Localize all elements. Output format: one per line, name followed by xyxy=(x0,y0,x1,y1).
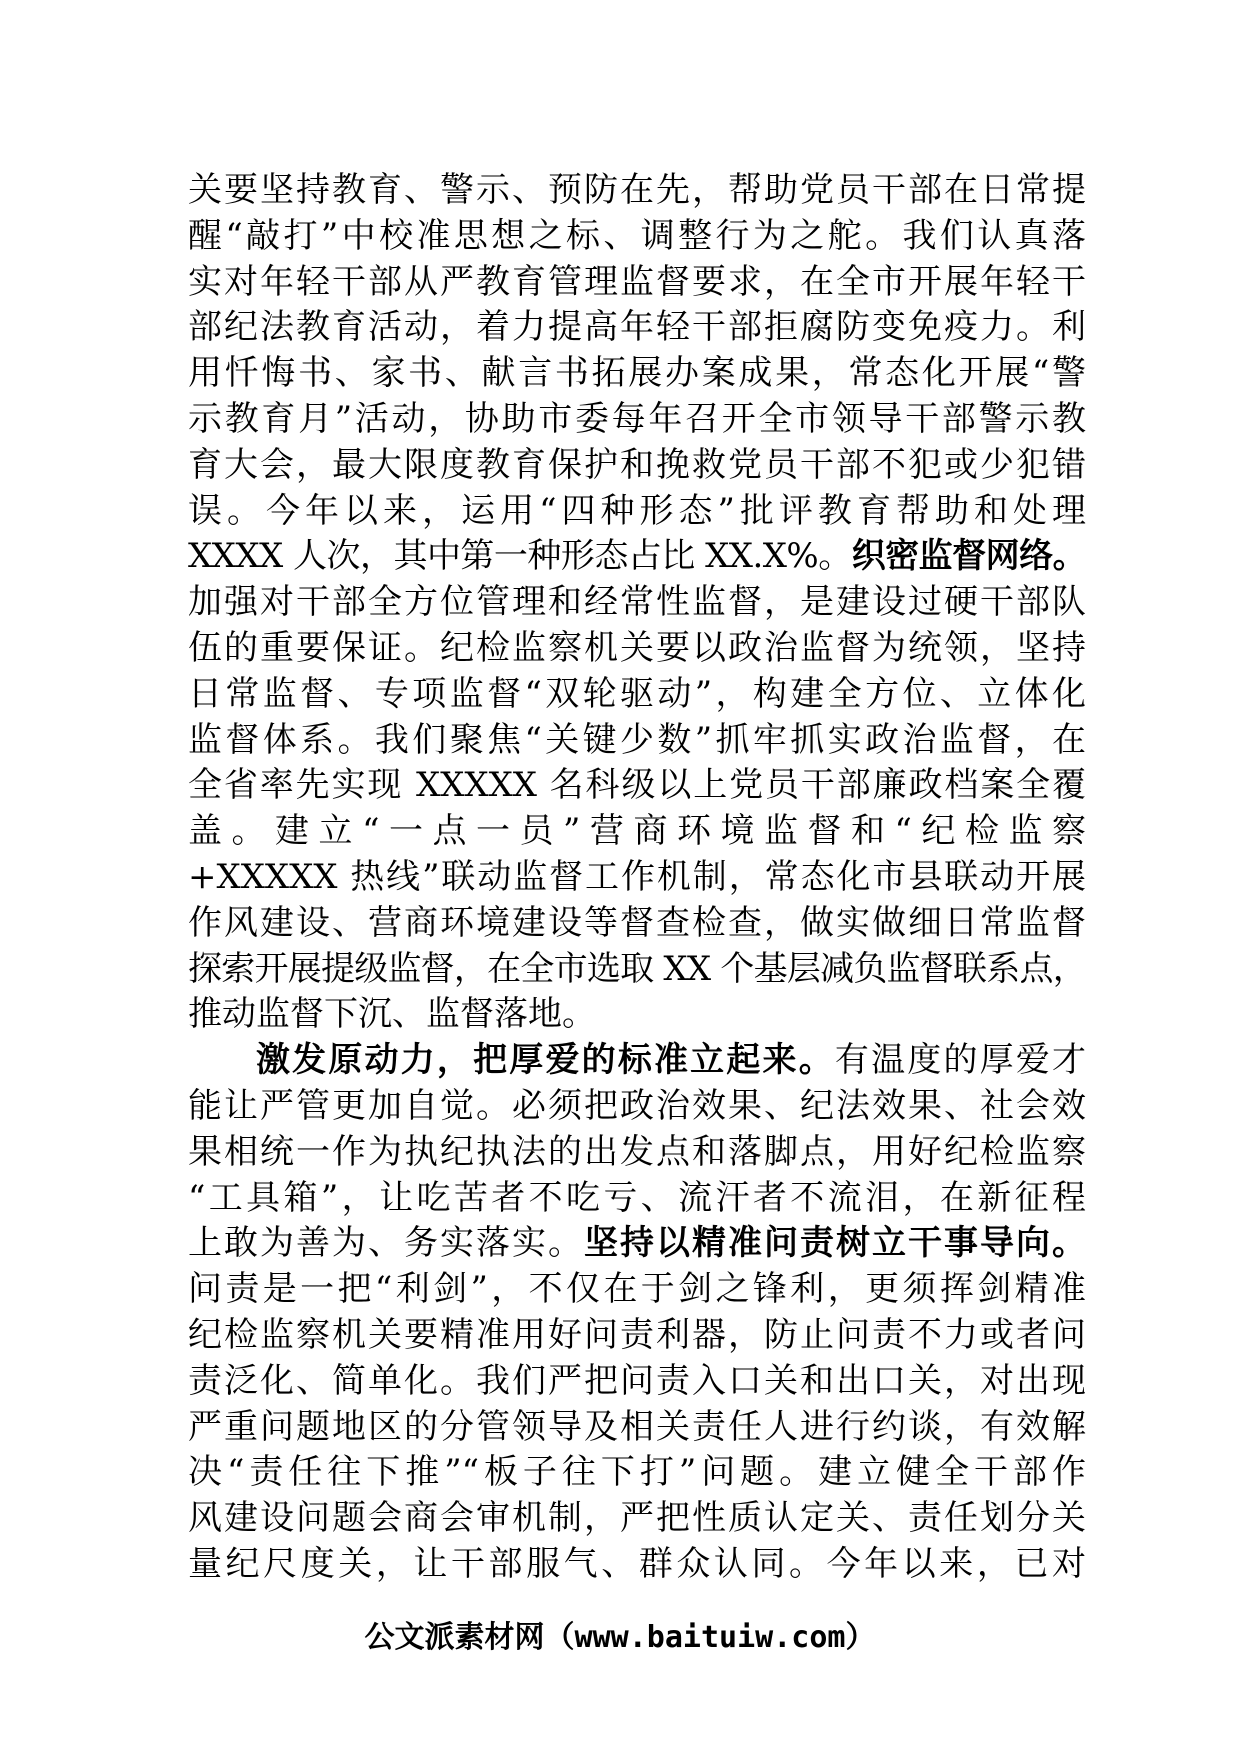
text-line xyxy=(188,489,1086,535)
text-line xyxy=(188,1130,1086,1176)
text-line xyxy=(188,1038,1086,1084)
text-line xyxy=(188,1084,1086,1130)
text-line xyxy=(188,305,1086,351)
text-run: 实对年轻干部从严教育管理监督要求，在全市开展年轻干 xyxy=(188,261,1086,302)
text-run: 全省率先实现 XXXXX 名科级以上党员干部廉政档案全覆 xyxy=(188,765,1086,806)
text-run: 探索开展提级监督，在全市选取 XX 个基层减负监督联系点， xyxy=(188,948,1086,989)
text-line xyxy=(188,718,1086,764)
text-run: 醒“敲打”中校准思想之标、调整行为之舵。我们认真落 xyxy=(188,215,1086,256)
text-run: XXXX 人次，其中第一种形态占比 XX.X%。 xyxy=(188,536,852,577)
text-run: 量纪尺度关，让干部服气、群众认同。今年以来，已对 xyxy=(188,1543,1086,1584)
text-run: “工具箱”，让吃苦者不吃亏、流汗者不流泪，在新征程 xyxy=(188,1177,1086,1218)
text-line xyxy=(188,397,1086,443)
text-line xyxy=(188,214,1086,260)
text-line xyxy=(188,1221,1086,1267)
text-run: 决“责任往下推”“板子往下打”问题。建立健全干部作 xyxy=(188,1452,1086,1493)
text-line xyxy=(188,626,1086,672)
bold-heading-run: 织密监督网络。 xyxy=(851,536,1087,577)
text-run: 日常监督、专项监督“双轮驱动”，构建全方位、立体化 xyxy=(188,673,1086,714)
text-line xyxy=(188,1542,1086,1588)
text-line xyxy=(188,763,1086,809)
text-run: 责泛化、简单化。我们严把问责入口关和出口关，对出现 xyxy=(188,1360,1086,1401)
text-run: 纪检监察机关要精准用好问责利器，防止问责不力或者问 xyxy=(188,1314,1086,1355)
text-run: 误。今年以来，运用“四种形态”批评教育帮助和处理 xyxy=(188,490,1086,531)
text-line xyxy=(188,1176,1086,1222)
text-run: 问责是一把“利剑”，不仅在于剑之锋利，更须挥剑精准 xyxy=(188,1269,1086,1310)
text-run: 严重问题地区的分管领导及相关责任人进行约谈，有效解 xyxy=(188,1406,1086,1447)
text-run: 部纪法教育活动，着力提高年轻干部拒腐防变免疫力。利 xyxy=(188,307,1086,348)
text-line xyxy=(188,580,1086,626)
text-line xyxy=(188,1496,1086,1542)
text-run: 能让严管更加自觉。必须把政治效果、纪法效果、社会效 xyxy=(188,1085,1086,1126)
text-run: 盖。建立“一点一员”营商环境监督和“纪检监察 xyxy=(188,811,1086,852)
text-line xyxy=(188,1313,1086,1359)
text-line xyxy=(188,351,1086,397)
text-run: 加强对干部全方位管理和经常性监督，是建设过硬干部队 xyxy=(188,582,1086,623)
text-run: 作风建设、营商环境建设等督查检查，做实做细日常监督 xyxy=(188,902,1086,943)
text-line xyxy=(188,1450,1086,1496)
text-line xyxy=(188,809,1086,855)
text-run: 上敢为善为、务实落实。 xyxy=(188,1223,584,1264)
text-run: 监督体系。我们聚焦“关键少数”抓牢抓实政治监督，在 xyxy=(188,719,1086,760)
text-run: 育大会，最大限度教育保护和挽救党员干部不犯或少犯错 xyxy=(188,444,1086,485)
text-run: 关要坚持教育、警示、预防在先，帮助党员干部在日常提 xyxy=(188,170,1086,210)
text-run: 示教育月”活动，协助市委每年召开全市领导干部警示教 xyxy=(188,398,1086,439)
text-line xyxy=(188,1267,1086,1313)
text-run: 果相统一作为执纪执法的出发点和落脚点，用好纪检监察 xyxy=(188,1131,1086,1172)
text-line xyxy=(188,534,1086,580)
text-line xyxy=(188,672,1086,718)
text-run: +XXXXX 热线”联动监督工作机制，常态化市县联动开展 xyxy=(188,856,1086,897)
text-line xyxy=(188,901,1086,947)
text-run: 风建设问题会商会审机制，严把性质认定关、责任划分关 xyxy=(188,1498,1086,1539)
text-line xyxy=(188,1405,1086,1451)
text-run: 有温度的厚爱才 xyxy=(834,1040,1087,1081)
text-line xyxy=(188,855,1086,901)
text-run: 推动监督下沉、监督落地。 xyxy=(188,994,596,1035)
bold-heading-run: 激发原动力，把厚爱的标准立起来。 xyxy=(256,1040,835,1081)
text-line xyxy=(188,168,1086,214)
footer-source-line: 公文派素材网（www.baituiw.com） xyxy=(364,1620,876,1655)
text-line xyxy=(188,992,1086,1038)
text-line xyxy=(188,947,1086,993)
text-line xyxy=(188,443,1086,489)
text-line xyxy=(188,260,1086,306)
bold-heading-run: 坚持以精准问责树立干事导向。 xyxy=(584,1223,1086,1264)
text-line xyxy=(188,1359,1086,1405)
body-text xyxy=(188,168,1086,1588)
text-run: 用忏悔书、家书、献言书拓展办案成果，常态化开展“警 xyxy=(188,353,1086,394)
text-run: 伍的重要保证。纪检监察机关要以政治监督为统领，坚持 xyxy=(188,627,1086,668)
